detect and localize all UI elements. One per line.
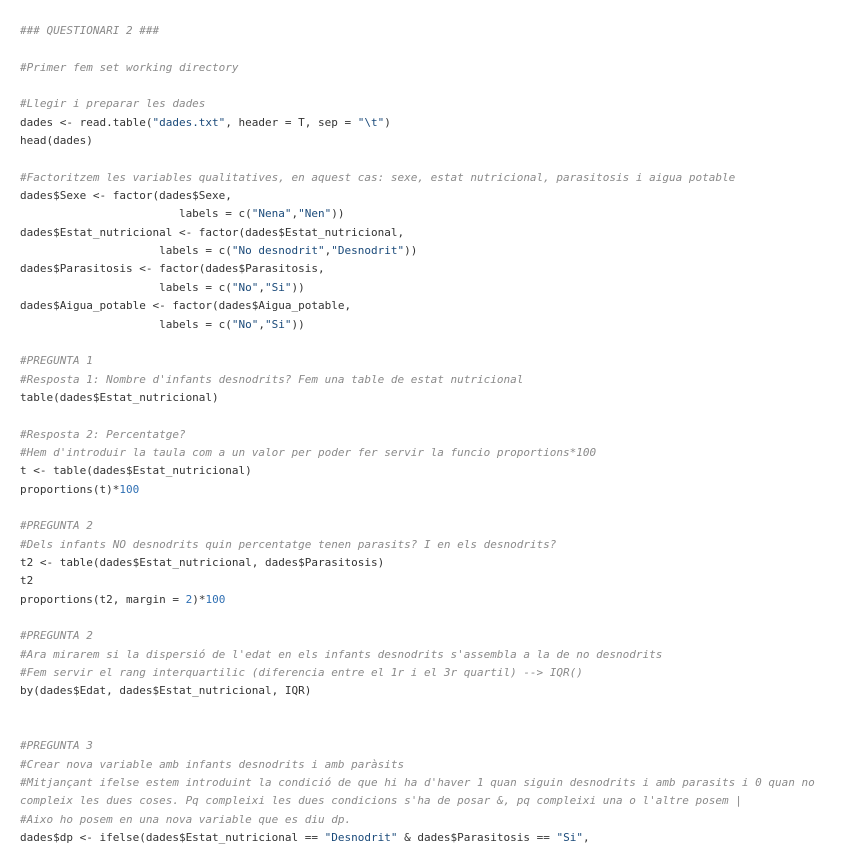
code-line <box>20 756 832 774</box>
code-line <box>20 114 832 132</box>
code-line <box>20 682 832 700</box>
code-token: , <box>258 317 266 331</box>
comment-token: #Llegir i preparar les dades <box>20 97 206 111</box>
code-line <box>20 554 832 572</box>
comment-token: #PREGUNTA 2 <box>20 519 93 533</box>
number-token: 2 <box>185 592 193 606</box>
code-token: t <- table(dades$Estat_nutricional) <box>20 464 252 478</box>
string-token: "Nena" <box>251 207 292 221</box>
code-line <box>20 132 832 150</box>
code-token: & dades$Parasitosis == <box>397 831 557 845</box>
comment-token: #PREGUNTA 1 <box>20 354 93 368</box>
code-line <box>20 334 832 352</box>
code-token: head(dades) <box>20 134 93 148</box>
code-token: table(dades$Estat_nutricional) <box>20 390 219 404</box>
comment-token: compleix les dues coses. Pq compleixi les dues condicions s'ha de posar &, pq compleixi una o l'altre posem | <box>20 794 742 808</box>
code-line <box>20 371 832 389</box>
code-token: t2 <- table(dades$Estat_nutricional, dades$Parasitosis) <box>20 555 385 569</box>
code-token: t2 <box>20 574 34 588</box>
string-token: "No desnodrit" <box>231 244 325 258</box>
number-token: 100 <box>205 592 226 606</box>
comment-token: #PREGUNTA 2 <box>20 629 93 643</box>
comment-token: #Resposta 1: Nombre d'infants desnodrits? Fem una table de estat nutricional <box>20 372 524 386</box>
code-token: , <box>258 280 266 294</box>
code-line <box>20 517 832 535</box>
code-token: dades <- read.table( <box>20 115 153 129</box>
code-token: labels = c( <box>20 207 252 221</box>
code-line <box>20 40 832 58</box>
code-token: ) <box>384 115 391 129</box>
code-token: dades$Sexe <- factor(dades$Sexe, <box>20 189 232 203</box>
code-line <box>20 187 832 205</box>
string-token: "Desnodrit" <box>331 244 405 258</box>
code-token: dades$Aigua_potable <- factor(dades$Aigua_potable, <box>20 299 352 313</box>
code-token: )) <box>291 280 305 294</box>
code-line <box>20 701 832 719</box>
comment-token: #Factoritzem les variables qualitatives, en aquest cas: sexe, estat nutricional, parasitosis i aigua potable <box>20 170 736 184</box>
code-line <box>20 297 832 315</box>
code-token: by(dades$Edat, dades$Estat_nutricional, IQR) <box>20 684 312 698</box>
code-line <box>20 719 832 737</box>
code-token: dades$Estat_nutricional <- factor(dades$Estat_nutricional, <box>20 225 405 239</box>
code-line <box>20 224 832 242</box>
string-token: "No" <box>231 280 259 294</box>
comment-token: #PREGUNTA 3 <box>20 739 93 753</box>
number-token: 100 <box>119 482 140 496</box>
code-line <box>20 444 832 462</box>
code-line <box>20 664 832 682</box>
comment-token: ### QUESTIONARI 2 ### <box>20 24 160 37</box>
code-token: proportions(t)* <box>20 482 120 496</box>
code-line <box>20 811 832 829</box>
comment-token: #Resposta 2: Percentatge? <box>20 427 186 441</box>
comment-token: #Primer fem set working directory <box>20 60 239 74</box>
string-token: "dades.txt" <box>152 115 226 129</box>
comment-token: #Aixo ho posem en una nova variable que es diu dp. <box>20 812 352 826</box>
code-line <box>20 462 832 480</box>
code-line <box>20 59 832 77</box>
code-line <box>20 572 832 590</box>
code-token: labels = c( <box>20 280 232 294</box>
code-token: )) <box>291 317 305 331</box>
code-line <box>20 627 832 645</box>
string-token: "Si" <box>556 831 583 845</box>
code-line <box>20 426 832 444</box>
string-token: "Si" <box>265 280 292 294</box>
string-token: "Desnodrit" <box>324 831 398 845</box>
string-token: "Si" <box>265 317 292 331</box>
code-line <box>20 609 832 627</box>
code-line <box>20 260 832 278</box>
code-line <box>20 389 832 407</box>
comment-token: #Ara mirarem si la dispersió de l'edat en els infants desnodrits s'assembla a la de no desnodrits <box>20 647 663 661</box>
code-line <box>20 591 832 609</box>
code-line <box>20 792 832 810</box>
comment-token: #Fem servir el rang interquartilic (diferencia entre el 1r i el 3r quartil) --> IQR() <box>20 666 583 680</box>
code-token: , header = T, sep = <box>225 115 358 129</box>
code-line <box>20 829 832 847</box>
code-line <box>20 536 832 554</box>
code-line <box>20 205 832 223</box>
code-line <box>20 279 832 297</box>
code-token: dades$dp <- ifelse(dades$Estat_nutricional == <box>20 831 325 845</box>
code-line <box>20 316 832 334</box>
code-line <box>20 481 832 499</box>
string-token: "No" <box>231 317 259 331</box>
comment-token: #Mitjançant ifelse estem introduint la condició de que hi ha d'haver 1 quan siguin desnodrits i amb parasits i 0 quan no <box>20 776 815 790</box>
code-line <box>20 499 832 517</box>
code-line <box>20 77 832 95</box>
code-line <box>20 242 832 260</box>
comment-token: #Hem d'introduir la taula com a un valor per poder fer servir la funcio proportions*100 <box>20 445 597 459</box>
code-token: labels = c( <box>20 244 232 258</box>
code-token: dades$Parasitosis <- factor(dades$Parasitosis, <box>20 262 325 276</box>
code-line <box>20 737 832 755</box>
code-token: )* <box>192 592 206 606</box>
string-token: "Nen" <box>298 207 332 221</box>
comment-token: #Dels infants NO desnodrits quin percentatge tenen parasits? I en els desnodrits? <box>20 537 557 551</box>
code-token: )) <box>331 207 345 221</box>
code-line <box>20 150 832 168</box>
code-token: , <box>582 831 590 845</box>
code-line <box>20 169 832 187</box>
comment-token: #Crear nova variable amb infants desnodrits i amb paràsits <box>20 757 405 771</box>
code-line <box>20 352 832 370</box>
code-line <box>20 646 832 664</box>
code-token: proportions(t2, margin = <box>20 592 186 606</box>
string-token: "\t" <box>357 115 385 129</box>
code-line <box>20 407 832 425</box>
code-token: , <box>324 244 332 258</box>
code-line <box>20 774 832 792</box>
code-token: )) <box>404 244 418 258</box>
code-line <box>20 95 832 113</box>
code-editor[interactable] <box>20 22 832 847</box>
code-token: , <box>291 207 299 221</box>
code-token: labels = c( <box>20 317 232 331</box>
code-line <box>20 22 832 40</box>
